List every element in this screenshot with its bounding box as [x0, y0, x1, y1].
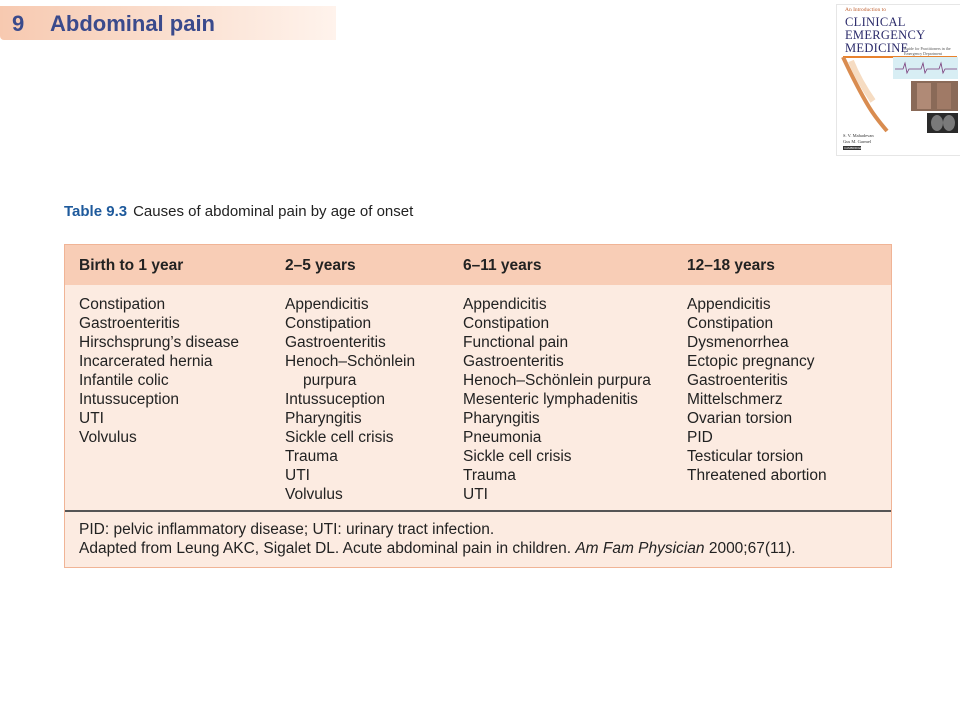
table-cell: Appendicitis: [285, 296, 369, 313]
table-cell: Gastroenteritis: [285, 334, 386, 351]
column-header-2-5: 2–5 years: [285, 257, 356, 274]
chapter-title: Abdominal pain: [50, 11, 215, 36]
column-header-12-18: 12–18 years: [687, 257, 775, 274]
column-header-6-11: 6–11 years: [463, 257, 542, 274]
table-cell: Gastroenteritis: [79, 315, 180, 332]
table-cell: Mittelschmerz: [687, 391, 783, 408]
cover-publisher-logo: CAMBRIDGE: [844, 146, 863, 150]
table-cell: Trauma: [285, 448, 338, 465]
footnote-source-journal: Am Fam Physician: [575, 540, 705, 557]
table-cell: Intussuception: [285, 391, 385, 408]
table-cell: Henoch–Schönlein: [285, 353, 416, 370]
table-cell: Ovarian torsion: [687, 410, 793, 427]
cover-author-2: Gus M. Garmel: [843, 138, 872, 144]
column-birth-to-1: [79, 295, 239, 447]
column-header-birth-to-1: Birth to 1 year: [79, 257, 184, 274]
table-cell: UTI: [285, 467, 310, 484]
column-6-11: [463, 295, 651, 504]
footnote-source-suffix: 2000;67(11).: [704, 540, 796, 557]
table-cell: Mesenteric lymphadenitis: [463, 391, 638, 408]
cover-illustration: [837, 57, 960, 133]
table-cell: Ectopic pregnancy: [687, 353, 815, 370]
table-cell: Infantile colic: [79, 372, 169, 389]
table-cell: purpura: [303, 372, 357, 389]
table-cell: Appendicitis: [687, 296, 771, 313]
column-2-5: [285, 295, 415, 504]
table-cell: Sickle cell crisis: [285, 429, 394, 446]
cover-authors: [843, 133, 874, 144]
cover-title-line-2: EMERGENCY: [845, 28, 926, 42]
cover-title-line-3: MEDICINE: [845, 41, 909, 55]
table-cell: Constipation: [285, 315, 372, 332]
table-cell: Constipation: [79, 296, 166, 313]
table-cell: Appendicitis: [463, 296, 547, 313]
table-cell: Volvulus: [79, 429, 137, 446]
table-cell: Trauma: [463, 467, 516, 484]
table-cell: Constipation: [687, 315, 774, 332]
table-cell: Henoch–Schönlein purpura: [463, 372, 651, 389]
cover-author-1: S. V. Mahadevan: [843, 133, 874, 138]
column-12-18: [687, 295, 827, 485]
table-cell: Volvulus: [285, 486, 343, 503]
table-cell: Pharyngitis: [285, 410, 362, 427]
table-footer-divider: [65, 510, 891, 512]
table-cell: Pharyngitis: [463, 410, 540, 427]
table-cell: Constipation: [463, 315, 550, 332]
table-cell: Intussuception: [79, 391, 179, 408]
table-cell: Pneumonia: [463, 429, 542, 446]
table-caption: [64, 203, 413, 220]
table-cell: PID: [687, 429, 713, 446]
chapter-header: [0, 6, 336, 40]
footnote-abbreviations: PID: pelvic inflammatory disease; UTI: urinary tract infection.: [79, 521, 495, 538]
table-cell: Threatened abortion: [687, 467, 827, 484]
table-cell: Dysmenorrhea: [687, 334, 789, 351]
table-cell: UTI: [463, 486, 488, 503]
book-cover: [836, 4, 960, 156]
table-cell: Gastroenteritis: [463, 353, 564, 370]
table-cell: Sickle cell crisis: [463, 448, 572, 465]
cover-subtitle: Guide for Practitioners in the Emergency Department: [904, 46, 951, 56]
table-caption-text: Causes of abdominal pain by age of onset: [133, 203, 414, 220]
chapter-number: 9: [12, 11, 25, 36]
table-cell: Incarcerated hernia: [79, 353, 213, 370]
causes-table: [64, 244, 892, 568]
ecg-panel: [893, 57, 958, 79]
table-number: Table 9.3: [64, 203, 128, 220]
table-cell: Testicular torsion: [687, 448, 804, 465]
table-cell: Gastroenteritis: [687, 372, 788, 389]
cover-title-line-1: CLINICAL: [845, 15, 906, 29]
table-header-row: [65, 245, 891, 285]
footnote-source-prefix: Adapted from Leung AKC, Sigalet DL. Acute abdominal pain in children.: [79, 540, 576, 557]
table-cell: Hirschsprung’s disease: [79, 334, 239, 351]
table-cell: UTI: [79, 410, 104, 427]
cover-intro: An Introduction to: [845, 7, 886, 13]
footnote-source: [79, 540, 796, 558]
table-cell: Functional pain: [463, 334, 569, 351]
